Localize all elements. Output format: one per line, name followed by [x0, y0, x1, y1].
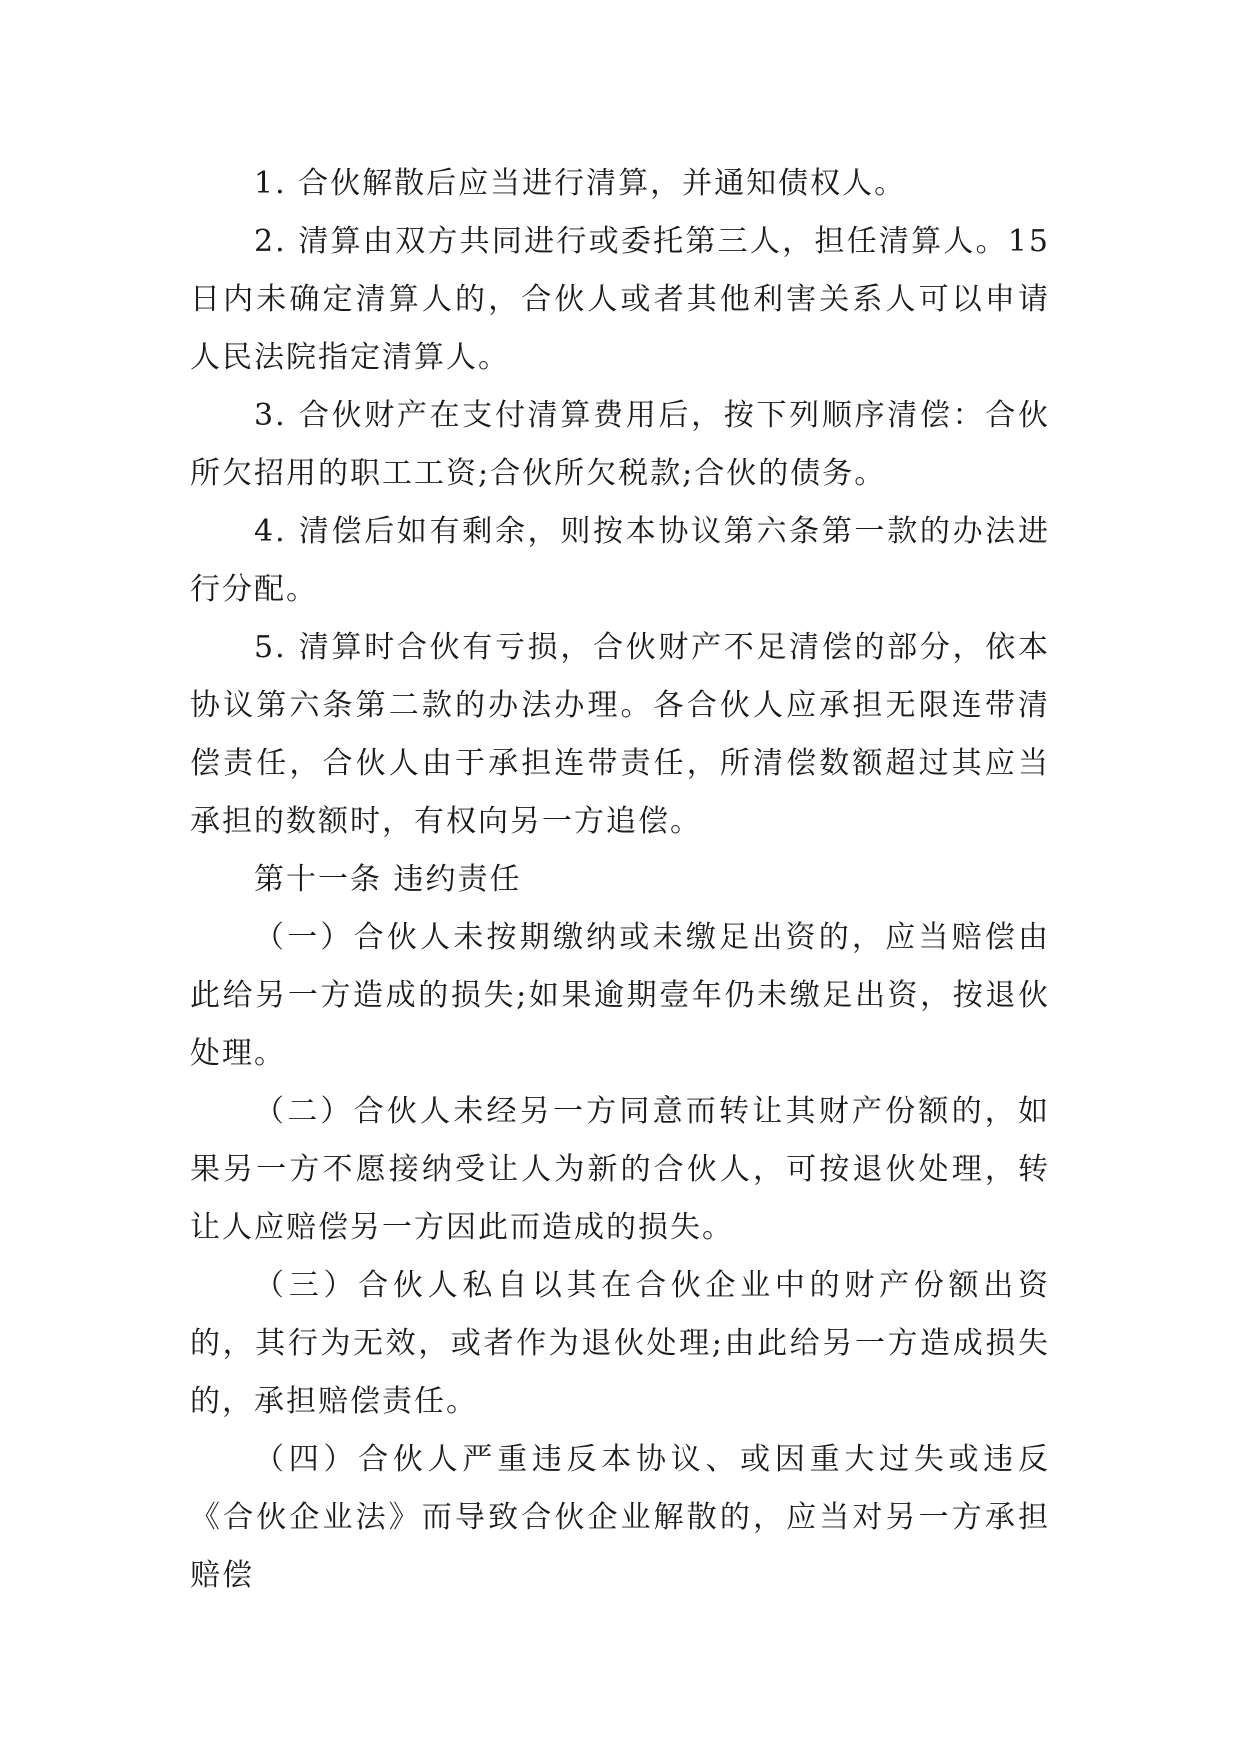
paragraph-liability-1: （一）合伙人未按期缴纳或未缴足出资的，应当赔偿由此给另一方造成的损失;如果逾期壹年仍未缴足出资，按退伙处理。	[190, 920, 1050, 1071]
paragraph-clause-3: 3. 合伙财产在支付清算费用后，按下列顺序清偿：合伙所欠招用的职工工资;合伙所欠税款;合伙的债务。	[190, 398, 1050, 491]
paragraph-liability-3: （三）合伙人私自以其在合伙企业中的财产份额出资的，其行为无效，或者作为退伙处理;由此给另一方造成损失的，承担赔偿责任。	[190, 1268, 1050, 1419]
paragraph-liability-4: （四）合伙人严重违反本协议、或因重大过失或违反《合伙企业法》而导致合伙企业解散的，应当对另一方承担赔偿	[190, 1442, 1050, 1593]
paragraph-clause-1: 1. 合伙解散后应当进行清算，并通知债权人。	[254, 166, 907, 201]
document-body	[190, 155, 1050, 1605]
article-11-heading: 第十一条 违约责任	[254, 862, 522, 897]
paragraph-clause-5: 5. 清算时合伙有亏损，合伙财产不足清偿的部分，依本协议第六条第二款的办法办理。各合伙人应承担无限连带清偿责任，合伙人由于承担连带责任，所清偿数额超过其应当承担的数额时，有权向另一方追偿。	[190, 630, 1050, 839]
paragraph-clause-2: 2. 清算由双方共同进行或委托第三人，担任清算人。15日内未确定清算人的，合伙人或者其他利害关系人可以申请人民法院指定清算人。	[190, 224, 1050, 375]
paragraph-clause-4: 4. 清偿后如有剩余，则按本协议第六条第一款的办法进行分配。	[190, 514, 1050, 607]
paragraph-liability-2: （二）合伙人未经另一方同意而转让其财产份额的，如果另一方不愿接纳受让人为新的合伙人，可按退伙处理，转让人应赔偿另一方因此而造成的损失。	[190, 1094, 1050, 1245]
